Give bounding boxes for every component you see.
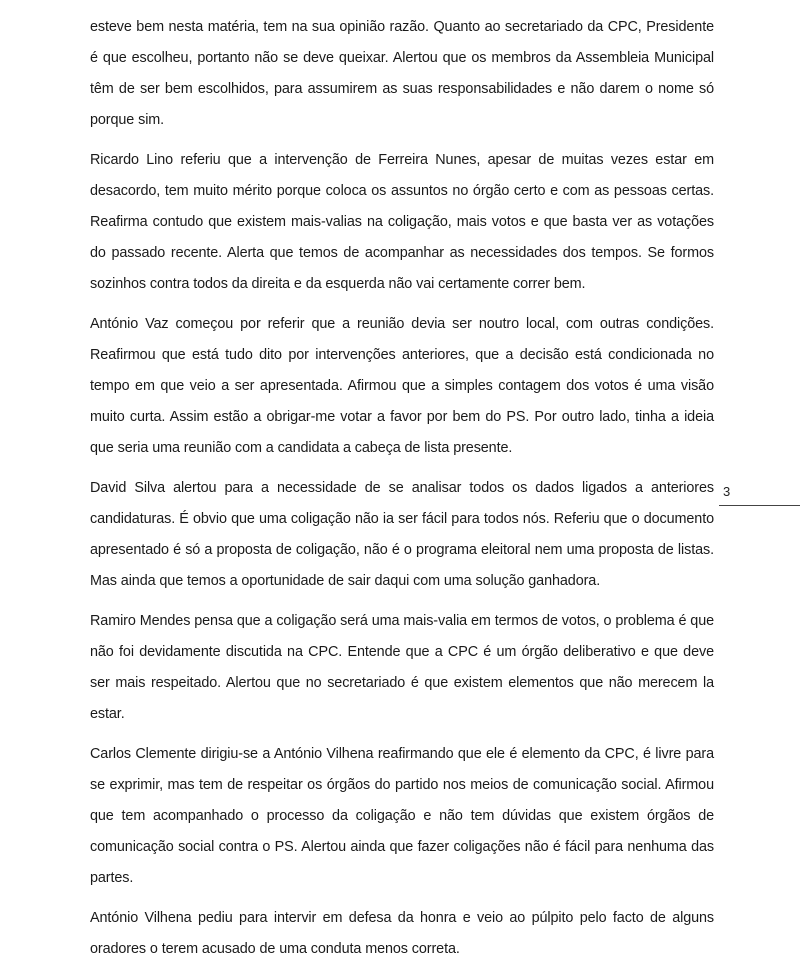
paragraph: António Vaz começou por referir que a reunião devia ser noutro local, com outras condições. Reafirmou que está tudo dito por intervenções anteriores, que a decisão está condicionada no tempo em que veio a ser apresentada. Afirmou que a simples contagem dos votos é uma visão muito curta. Assim estão a obrigar-me votar a favor por bem do PS. Por outro lado, tinha a ideia que seria uma reunião com a candidata a cabeça de lista presente. (90, 316, 714, 456)
paragraph: David Silva alertou para a necessidade de se analisar todos os dados ligados a anteriores candidaturas. É obvio que uma coligação não ia ser fácil para todos nós. Referiu que o documento apresentado é só a proposta de coligação, não é o programa eleitoral nem uma proposta de listas. Mas ainda que temos a oportunidade de sair daqui com uma solução ganhadora. (90, 480, 714, 589)
page-number-rule (719, 505, 800, 506)
paragraph: Carlos Clemente dirigiu-se a António Vilhena reafirmando que ele é elemento da CPC, é livre para se exprimir, mas tem de respeitar os órgãos do partido nos meios de comunicação social. Afirmou que tem acompanhado o processo da coligação e não tem dúvidas que existem órgãos de comunicação social contra o PS. Alertou ainda que fazer coligações não é fácil para nenhuma das partes. (90, 746, 714, 886)
paragraph: esteve bem nesta matéria, tem na sua opinião razão. Quanto ao secretariado da CPC, Presidente é que escolheu, portanto não se deve queixar. Alertou que os membros da Assembleia Municipal têm de ser bem escolhidos, para assumirem as suas responsabilidades e não darem o nome só porque sim. (90, 19, 714, 128)
page-number: 3 (723, 484, 731, 499)
paragraph: Ricardo Lino referiu que a intervenção de Ferreira Nunes, apesar de muitas vezes estar em desacordo, tem muito mérito porque coloca os assuntos no órgão certo e com as pessoas certas. Reafirma contudo que existem mais-valias na coligação, mais votos e que basta ver as votações do passado recente. Alerta que temos de acompanhar as necessidades dos tempos. Se formos sozinhos contra todos da direita e da esquerda não vai certamente correr bem. (90, 152, 714, 292)
paragraph: Ramiro Mendes pensa que a coligação será uma mais-valia em termos de votos, o problema é que não foi devidamente discutida na CPC. Entende que a CPC é um órgão deliberativo e que deve ser mais respeitado. Alertou que no secretariado é que existem elementos que não merecem la estar. (90, 613, 714, 722)
document-page (90, 0, 714, 965)
paragraph: António Vilhena pediu para intervir em defesa da honra e veio ao púlpito pelo facto de alguns oradores o terem acusado de uma conduta menos correta. (90, 910, 714, 957)
